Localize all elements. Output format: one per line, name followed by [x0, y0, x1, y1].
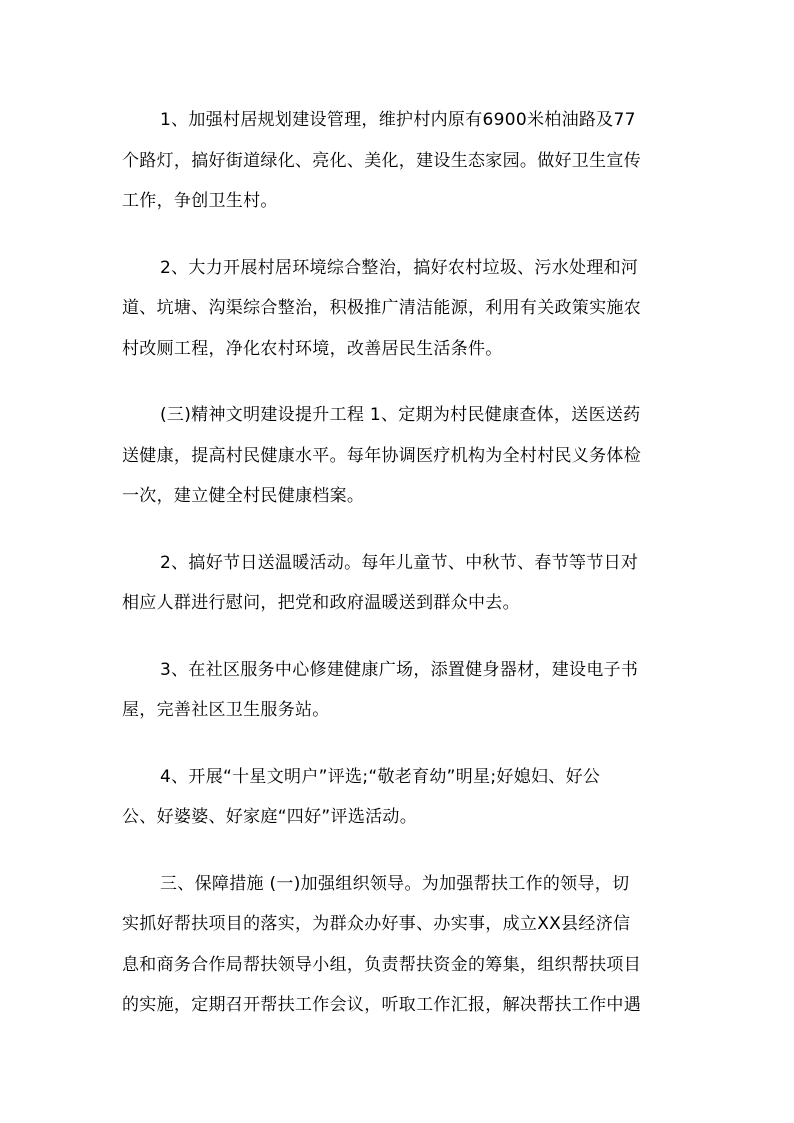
text-line: 息和商务合作局帮扶领导小组，负责帮扶资金的筹集，组织帮扶项目 — [122, 954, 641, 975]
text-line: 三、保障措施 (一)加强组织领导。为加强帮扶工作的领导，切 — [160, 873, 630, 894]
text-line: 3、在社区服务中心修建健康广场，添置健身器材，建设电子书 — [160, 659, 639, 680]
paragraph-7 — [122, 864, 678, 1026]
text-line: 相应人群进行慰问，把党和政府温暖送到群众中去。 — [122, 593, 520, 613]
text-line: 屋，完善社区卫生服务站。 — [122, 700, 330, 720]
text-line: 送健康，提高村民健康水平。每年协调医疗机构为全村村民义务体检 — [122, 445, 641, 466]
text-line: (三)精神文明建设提升工程 1、定期为村民健康查体，送医送药 — [160, 405, 641, 425]
text-line: 4、开展“十星文明户”评选;“敬老育幼”明星;好媳妇、好公 — [160, 766, 601, 787]
paragraph-2 — [122, 248, 678, 370]
paragraph-5 — [122, 650, 678, 731]
paragraph-6 — [122, 757, 678, 838]
text-line: 2、大力开展村居环境综合整治，搞好农村垃圾、污水处理和河 — [160, 257, 639, 278]
paragraph-4 — [122, 543, 678, 624]
paragraph-1 — [122, 100, 678, 222]
text-line: 个路灯，搞好街道绿化、亮化、美化，建设生态家园。做好卫生宣传 — [122, 150, 641, 171]
document-body — [122, 100, 678, 1052]
text-line: 工作，争创卫生村。 — [122, 191, 278, 211]
text-line: 一次，建立健全村民健康档案。 — [122, 486, 365, 506]
text-line: 道、坑塘、沟渠综合整治，积极推广清洁能源，利用有关政策实施农 — [122, 298, 641, 318]
paragraph-3 — [122, 395, 678, 517]
text-line: 实抓好帮扶项目的落实，为群众办好事、办实事，成立XX县经济信 — [122, 914, 631, 934]
text-line: 1、加强村居规划建设管理，维护村内原有6900米柏油路及77 — [160, 110, 636, 130]
text-line: 公、好婆婆、好家庭“四好”评选活动。 — [122, 807, 418, 827]
text-line: 的实施，定期召开帮扶工作会议，听取工作汇报，解决帮扶工作中遇 — [122, 995, 641, 1015]
text-line: 村改厕工程，净化农村环境，改善居民生活条件。 — [122, 338, 503, 359]
text-line: 2、搞好节日送温暖活动。每年儿童节、中秋节、春节等节日对 — [160, 552, 639, 573]
